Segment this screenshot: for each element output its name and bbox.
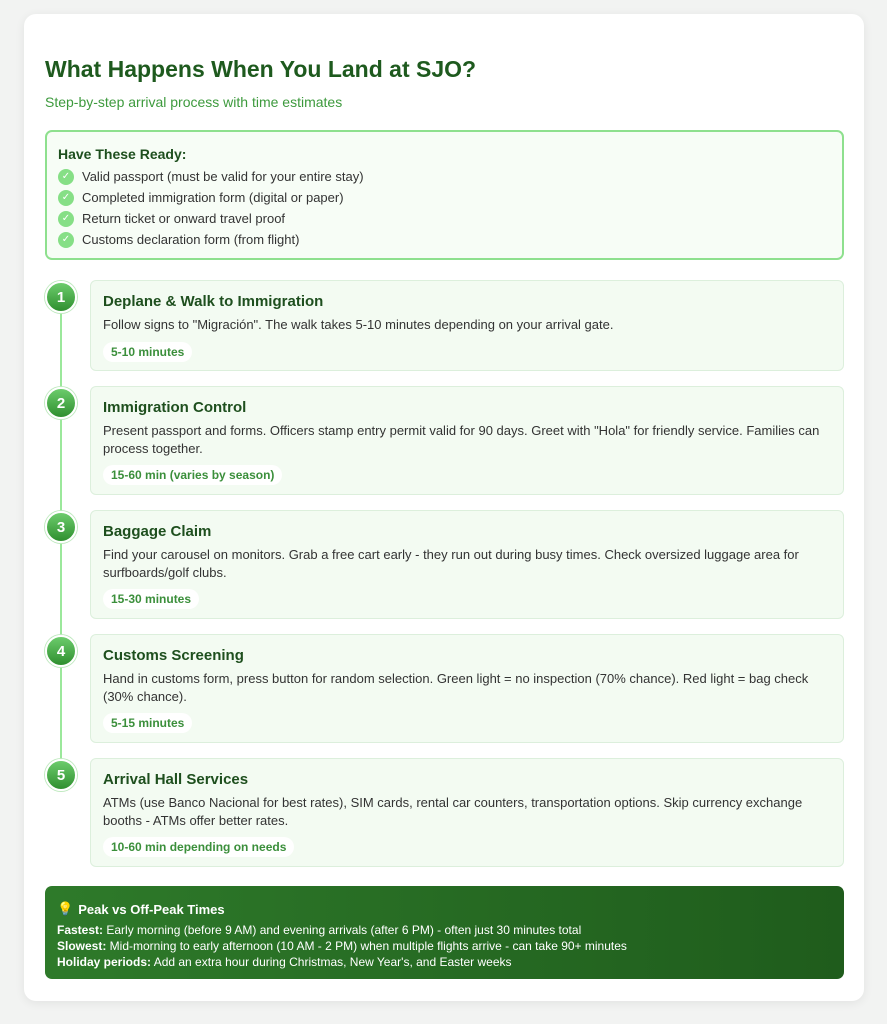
peak-holiday	[57, 954, 627, 970]
checklist-item-label: Completed immigration form (digital or paper)	[82, 190, 344, 205]
check-icon: ✓	[58, 211, 74, 227]
step-title: Arrival Hall Services	[103, 771, 249, 788]
step-title: Deplane & Walk to Immigration	[103, 293, 324, 310]
checklist-item	[58, 187, 364, 208]
step-description: Follow signs to "Migración". The walk takes 5-10 minutes depending on your arrival gate.	[103, 317, 614, 332]
step-description: Hand in customs form, press button for random selection. Green light = no inspection (70% chance). Red light = bag check (30% chance).	[103, 671, 809, 704]
step-title: Customs Screening	[103, 647, 244, 664]
checklist-item-label: Customs declaration form (from flight)	[82, 232, 300, 247]
check-icon: ✓	[58, 190, 74, 206]
checklist	[58, 166, 364, 250]
peak-title-text: Peak vs Off-Peak Times	[78, 901, 225, 917]
arrival-guide-card	[24, 14, 864, 1001]
step-description: ATMs (use Banco Nacional for best rates), SIM cards, rental car counters, transportation options. Skip currency exchange booths - ATMs offer better rates.	[103, 795, 803, 828]
peak-holiday-label: Holiday periods:	[57, 955, 152, 969]
peak-times-box	[45, 886, 844, 979]
lightbulb-icon: 💡	[57, 901, 74, 916]
step-description: Find your carousel on monitors. Grab a free cart early - they run out during busy times. Check oversized luggage area for surfboards/golf clubs.	[103, 547, 799, 580]
peak-details	[57, 922, 627, 970]
step-title: Baggage Claim	[103, 523, 212, 540]
step-number-badge: 5	[45, 759, 77, 791]
page-title: What Happens When You Land at SJO?	[45, 56, 477, 82]
peak-fastest-label: Fastest:	[57, 923, 104, 937]
step-time-badge: 5-15 minutes	[103, 713, 192, 733]
step-number-badge: 4	[45, 635, 77, 667]
peak-fastest	[57, 922, 627, 938]
step-time-badge: 15-60 min (varies by season)	[103, 465, 282, 485]
peak-title	[57, 901, 225, 917]
checklist-item	[58, 229, 364, 250]
step-number-badge: 2	[45, 387, 77, 419]
step-number-badge: 3	[45, 511, 77, 543]
peak-slowest-label: Slowest:	[57, 939, 107, 953]
step-card-customs	[90, 634, 844, 743]
checklist-item	[58, 166, 364, 187]
step-card-arrival-hall	[90, 758, 844, 867]
checklist-item-label: Return ticket or onward travel proof	[82, 211, 286, 226]
peak-fastest-text: Early morning (before 9 AM) and evening arrivals (after 6 PM) - often just 30 minutes total	[103, 923, 582, 937]
step-title: Immigration Control	[103, 399, 247, 416]
step-description: Present passport and forms. Officers stamp entry permit valid for 90 days. Greet with "Hola" for friendly service. Families can process together.	[103, 423, 820, 456]
step-card-immigration	[90, 386, 844, 495]
peak-slowest-text: Mid-morning to early afternoon (10 AM - 2 PM) when multiple flights arrive - can take 90+ minutes	[106, 939, 627, 953]
peak-slowest	[57, 938, 627, 954]
checklist-item	[58, 208, 364, 229]
checklist-box	[45, 130, 844, 260]
step-card-deplane	[90, 280, 844, 371]
step-time-badge: 15-30 minutes	[103, 589, 199, 609]
peak-holiday-text: Add an extra hour during Christmas, New Year's, and Easter weeks	[151, 955, 512, 969]
checklist-item-label: Valid passport (must be valid for your entire stay)	[82, 169, 364, 184]
step-number-badge: 1	[45, 281, 77, 313]
step-card-baggage	[90, 510, 844, 619]
page-subtitle: Step-by-step arrival process with time estimates	[45, 94, 343, 110]
check-icon: ✓	[58, 232, 74, 248]
check-icon: ✓	[58, 169, 74, 185]
checklist-title: Have These Ready:	[58, 146, 187, 162]
step-time-badge: 10-60 min depending on needs	[103, 837, 294, 857]
step-time-badge: 5-10 minutes	[103, 342, 192, 362]
